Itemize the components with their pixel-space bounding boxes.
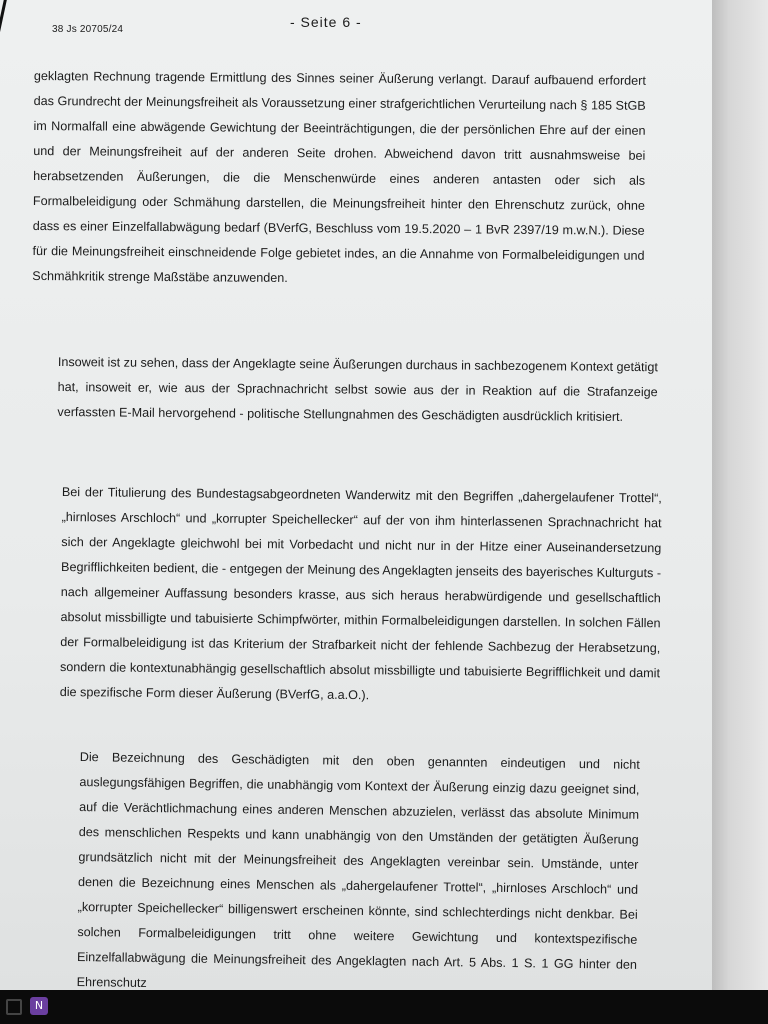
paragraph-1: geklagten Rechnung tragende Ermittlung des Sinnes seiner Äußerung verlangt. Darauf aufbauend erfordert das Grundrecht der Meinungsfreiheit als Voraussetzung einer strafgerichtlichen Verurteilung nach § 185 StGB im Normalfall eine abwägende Gewichtung der Beeinträchtigungen, die der persönlichen Ehre auf der einen und der Meinungsfreiheit auf der anderen Seite drohen. Abweichend davon tritt ausnahmsweise bei herabsetzenden Äußerungen, die die Menschenwürde eines anderen antasten oder sich als Formalbeleidigung oder Schmähung darstellen, die Meinungsfreiheit hinter den Ehrenschutz zurück, ohne dass es einer Einzelfallabwägung bedarf (BVerfG, Beschluss vom 19.5.2020 – 1 BvR 2397/19 m.w.N.). Diese für die Meinungsfreiheit einschneidende Folge gebietet indes, an die Annahme von Formalbeleidigungen und Schmähkritik strenge Maßstäbe anzuwenden.	[32, 68, 646, 286]
paragraph-4: Die Bezeichnung des Geschädigten mit den oben genannten eindeutigen und nicht auslegungsfähigen Begriffen, die unabhängig vom Kontext der Äußerung einzig dazu geeignet sind, auf die Verächtlichmachung eines anderen Menschen abzuzielen, verlässt das absolute Minimum des menschlichen Respekts und kann unabhängig von den Umständen der getätigten Äußerung grundsätzlich nicht mit der Meinungsfreiheit des Angeklagten vereinbar sein. Umstände, unter denen die Bezeichnung eines Menschen als „dahergelaufener Trottel“, „hirnloses Arschloch“ und „korrupter Speichellecker“ billigenswert erscheinen könnte, sind schlechterdings nicht denkbar. Bei solchen Formalbeleidigungen tritt ohne weitere Gewichtung und kontextspezifische Einzelfallabwägung die Meinungsfreiheit des Angeklagten nach Art. 5 Abs. 1 S. 1 GG hinter den Ehrenschutz	[76, 749, 640, 990]
start-icon[interactable]	[6, 999, 22, 1015]
monitor-bezel	[712, 0, 768, 990]
paragraph-2: Insoweit ist zu sehen, dass der Angeklagte seine Äußerungen durchaus in sachbezogenem Kontext getätigt hat, insoweit er, wie aus der Sprachnachricht selbst sowie aus der in Reaktion auf die Strafanzeige verfassten E-Mail hervorgehend - politische Stellungnahmen des Geschädigten ausdrücklich kritisiert.	[57, 354, 658, 424]
page-number: - Seite 6 -	[290, 14, 362, 30]
margin-pen-stroke	[0, 0, 11, 235]
paragraph-3: Bei der Titulierung des Bundestagsabgeordneten Wanderwitz mit den Begriffen „dahergelaufener Trottel“, „hirnloses Arschloch“ und „korrupter Speichellecker“ auf der von ihm hinterlassenen Sprachnachricht hat sich der Angeklagte gleichwohl bei mit Vorbedacht und nicht nur in der Hitze einer Auseinandersetzung Begrifflichkeiten bedient, die - entgegen der Meinung des Angeklagten jenseits des bayerisches Kulturguts - nach allgemeiner Auffassung besonders krasse, aus sich heraus herabwürdigende und gesellschaftlich absolut missbilligte und tabuisierte Schimpfwörter, mithin Formalbeleidigungen darstellen. In solchen Fällen der Formalbeleidigung ist das Kriterium der Strafbarkeit nicht der fehlende Sachbezug der Herabsetzung, sondern die kontextunabhängig gesellschaftlich absolut missbilligte und tabuisierte Begrifflichkeit und damit die spezifische Form dieser Äußerung (BVerfG, a.a.O.).	[59, 484, 662, 703]
taskbar	[0, 990, 768, 1024]
onenote-app-icon[interactable]: N	[30, 997, 48, 1015]
case-number: 38 Js 20705/24	[52, 24, 124, 35]
